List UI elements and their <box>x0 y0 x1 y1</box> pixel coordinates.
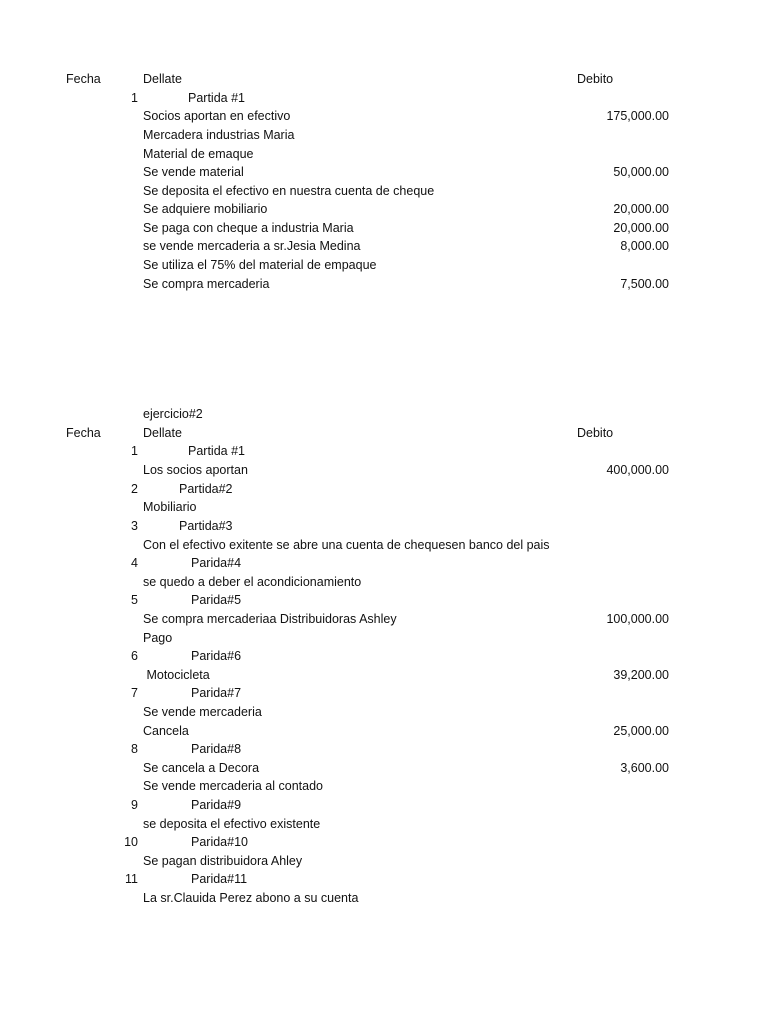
entry-row <box>0 461 768 479</box>
partida-row <box>0 796 768 814</box>
entry-detalle: Socios aportan en efectivo <box>143 109 291 123</box>
entry-debito: 50,000.00 <box>613 165 669 179</box>
entry-detalle: La sr.Clauida Perez abono a su cuenta <box>143 891 359 905</box>
partida-number: 6 <box>131 649 138 663</box>
section-title-row <box>0 405 768 423</box>
partida-number: 2 <box>131 482 138 496</box>
entry-row <box>0 573 768 591</box>
entry-detalle: se deposita el efectivo existente <box>143 817 321 831</box>
entry-row <box>0 237 768 255</box>
partida-number: 7 <box>131 686 138 700</box>
entry-detalle: Se utiliza el 75% del material de empaque <box>143 258 377 272</box>
entry-row <box>0 629 768 647</box>
partida-number: 3 <box>131 519 138 533</box>
entry-detalle: Cancela <box>143 724 189 738</box>
entry-detalle: Se adquiere mobiliario <box>143 202 268 216</box>
entry-row <box>0 219 768 237</box>
entry-detalle: Los socios aportan <box>143 463 248 477</box>
entry-row <box>0 107 768 125</box>
partida-label: Parida#8 <box>191 742 242 756</box>
entry-row <box>0 889 768 907</box>
entry-row <box>0 200 768 218</box>
entry-detalle: Se paga con cheque a industria Maria <box>143 221 354 235</box>
entry-debito: 20,000.00 <box>613 221 669 235</box>
entry-row <box>0 256 768 274</box>
entry-row <box>0 852 768 870</box>
entry-detalle: Se pagan distribuidora Ahley <box>143 854 303 868</box>
partida-row <box>0 442 768 460</box>
entry-debito: 39,200.00 <box>613 668 669 682</box>
partida-label: Parida#7 <box>191 686 242 700</box>
entry-row <box>0 498 768 516</box>
partida-row <box>0 554 768 572</box>
entry-row <box>0 666 768 684</box>
entry-detalle: Se compra mercaderiaa Distribuidoras Ashley <box>143 612 397 626</box>
entry-detalle: Se deposita el efectivo en nuestra cuenta de cheque <box>143 184 435 198</box>
detalle-header: Dellate <box>143 72 182 86</box>
fecha-header: Fecha <box>66 72 101 86</box>
partida-label: Parida#5 <box>191 593 242 607</box>
partida-row <box>0 870 768 888</box>
entry-detalle: se quedo a deber el acondicionamiento <box>143 575 362 589</box>
entry-row <box>0 275 768 293</box>
entry-detalle: Mobiliario <box>143 500 197 514</box>
entry-row <box>0 126 768 144</box>
partida-row <box>0 740 768 758</box>
entry-debito: 175,000.00 <box>606 109 669 123</box>
entry-debito: 400,000.00 <box>606 463 669 477</box>
entry-detalle: Se cancela a Decora <box>143 761 260 775</box>
entry-detalle: Se vende material <box>143 165 244 179</box>
entry-detalle: Se vende mercaderia <box>143 705 262 719</box>
partida-number: 8 <box>131 742 138 756</box>
entry-row <box>0 145 768 163</box>
entry-debito: 8,000.00 <box>620 239 669 253</box>
entry-row <box>0 722 768 740</box>
entry-row <box>0 815 768 833</box>
section-title: ejercicio#2 <box>143 407 203 421</box>
entry-detalle: se vende mercaderia a sr.Jesia Medina <box>143 239 361 253</box>
partida-row <box>0 833 768 851</box>
detalle-header: Dellate <box>143 426 182 440</box>
entry-row <box>0 536 768 554</box>
debito-header: Debito <box>577 72 614 86</box>
header-row <box>0 70 768 88</box>
partida-row <box>0 684 768 702</box>
partida-number: 5 <box>131 593 138 607</box>
entry-debito: 20,000.00 <box>613 202 669 216</box>
entry-detalle: Pago <box>143 631 173 645</box>
partida-number: 4 <box>131 556 138 570</box>
entry-debito: 3,600.00 <box>620 761 669 775</box>
partida-row <box>0 480 768 498</box>
header-row <box>0 424 768 442</box>
partida-row <box>0 517 768 535</box>
partida-label: Parida#6 <box>191 649 242 663</box>
entry-detalle: Material de emaque <box>143 147 254 161</box>
entry-detalle: Se vende mercaderia al contado <box>143 779 323 793</box>
entry-detalle: Con el efectivo exitente se abre una cuenta de chequesen banco del pais <box>143 538 550 552</box>
partida-label: Parida#11 <box>191 872 248 886</box>
entry-row <box>0 182 768 200</box>
entry-row <box>0 703 768 721</box>
partida-label: Partida #1 <box>188 91 245 105</box>
partida-row <box>0 89 768 107</box>
entry-row <box>0 777 768 795</box>
partida-label: Partida#2 <box>179 482 233 496</box>
entry-row <box>0 163 768 181</box>
entry-debito: 25,000.00 <box>613 724 669 738</box>
partida-number: 9 <box>131 798 138 812</box>
partida-label: Partida#3 <box>179 519 233 533</box>
partida-label: Parida#10 <box>191 835 248 849</box>
partida-number: 10 <box>124 835 138 849</box>
fecha-header: Fecha <box>66 426 101 440</box>
partida-label: Parida#4 <box>191 556 242 570</box>
partida-number: 1 <box>131 444 138 458</box>
entry-row <box>0 759 768 777</box>
partida-row <box>0 591 768 609</box>
entry-debito: 100,000.00 <box>606 612 669 626</box>
debito-header: Debito <box>577 426 614 440</box>
partida-number: 1 <box>131 91 138 105</box>
partida-label: Partida #1 <box>188 444 245 458</box>
entry-detalle: Se compra mercaderia <box>143 277 270 291</box>
partida-label: Parida#9 <box>191 798 242 812</box>
entry-row <box>0 610 768 628</box>
entry-debito: 7,500.00 <box>620 277 669 291</box>
entry-detalle: Mercadera industrias Maria <box>143 128 295 142</box>
partida-number: 11 <box>125 872 138 886</box>
partida-row <box>0 647 768 665</box>
entry-detalle: Motocicleta <box>143 668 210 682</box>
